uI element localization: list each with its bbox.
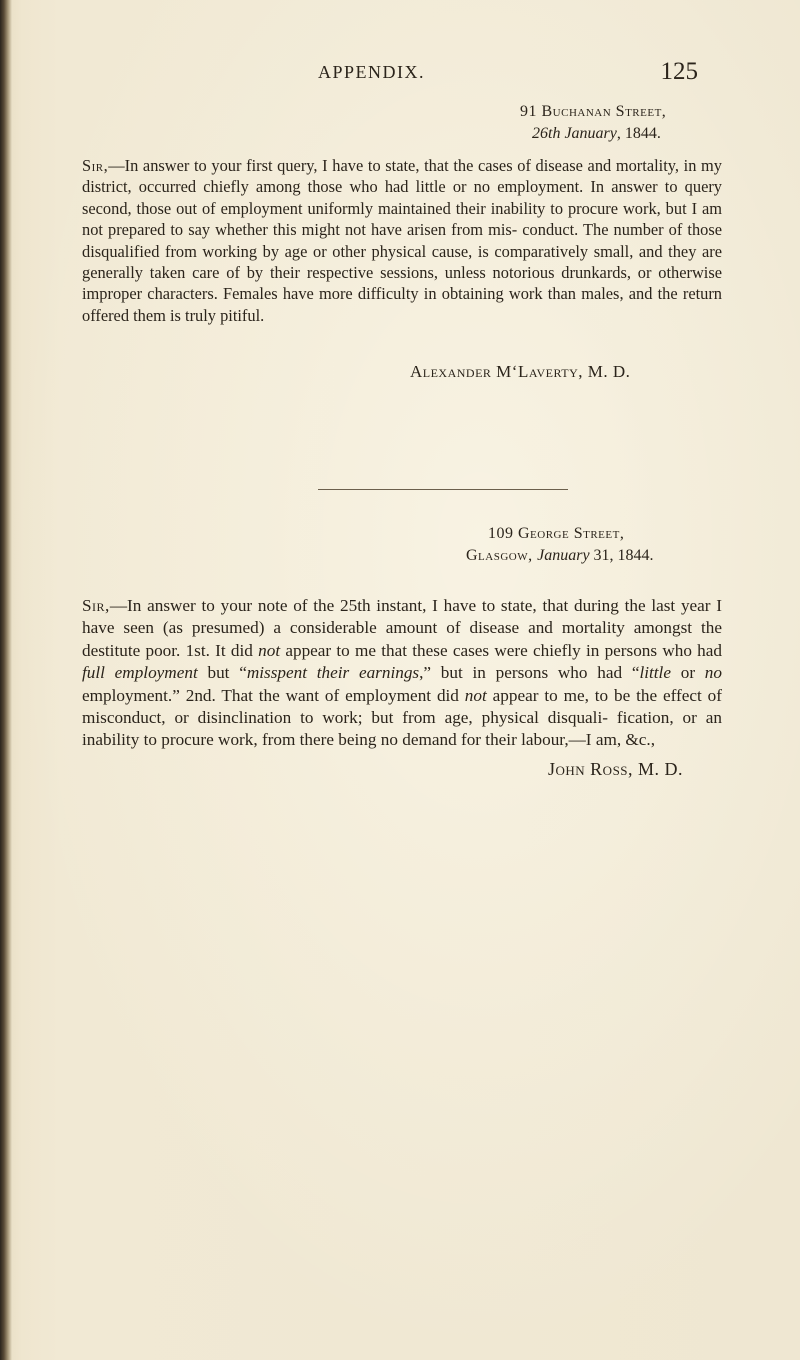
page-header	[318, 58, 698, 90]
book-binding-edge	[0, 0, 12, 1360]
letter2-emphasis: no	[704, 663, 722, 683]
letter2-text: ,” but in persons who had “	[419, 663, 640, 683]
letter1-signature: Alexander M‘Laverty, M. D.	[410, 362, 631, 381]
letter2-emphasis: misspent their earnings	[246, 663, 420, 683]
letter2-text: or	[670, 663, 705, 683]
letter1-text: —In answer to your first query, I have to state, that the cases of disease and mortality, in my district, occurred chiefly among those who had little or no employment. In answer to query second, those out of employment uniformly maintained their inability to procure work, but I am not prepared to say whether this might not have arisen from mis- conduct. The number of those disqualified from working by age or other physical cause, is comparatively small, and they are generally taken care of by their respective sessions, unless notorious drunkards, or otherwise improper characters. Females have more difficulty in obtaining work than males, and the return offered them is truly pitiful.	[82, 156, 722, 325]
letter1-address	[520, 101, 666, 145]
letter2-text: but “	[197, 663, 247, 683]
letter2-emphasis: little	[639, 663, 671, 683]
letter1-date	[520, 123, 666, 145]
running-head: APPENDIX.	[318, 62, 426, 82]
letter2-body	[82, 595, 722, 752]
letter2-text: appear to me that these cases were chiefly in persons who had	[280, 640, 722, 660]
letter2-text: appear to me, to be the effect of misconduct, or disinclination to work; but from age, physical disquali- fication, or an inability to procure work, from there being no demand for their labour,—I am, &c.,	[82, 685, 723, 750]
letter2-date-year: 31, 1844.	[589, 547, 654, 564]
letter2-text: employment.” 2nd. That the want of employment did	[82, 685, 465, 705]
letter1-body	[82, 155, 722, 326]
letter1-street: 91 Buchanan Street,	[520, 103, 667, 120]
letter2-street: 109 George Street,	[488, 525, 625, 542]
letter1-date-italic: 26th January	[532, 125, 617, 142]
letter2-emphasis: not	[258, 640, 281, 660]
letter2-place-date	[466, 545, 654, 567]
section-divider	[318, 489, 568, 490]
letter1-date-year: , 1844.	[616, 125, 661, 142]
letter2-place: Glasgow,	[466, 547, 538, 564]
letter2-text: —In answer to your note of the 25th instant, I have to state, that during the last year I have seen (as presumed) a considerable amount of disease and mortality amongst the destitute poor. 1st. It did	[82, 596, 722, 660]
letter2-date-italic: January	[537, 547, 590, 564]
letter2-signature: John Ross, M. D.	[548, 759, 684, 779]
letter1-salutation: Sir,	[82, 156, 109, 175]
letter2-emphasis: not	[464, 685, 487, 705]
page-number: 125	[660, 58, 698, 85]
letter2-salutation: Sir,	[82, 596, 110, 615]
letter2-address	[466, 523, 654, 567]
letter2-emphasis: full employment	[82, 663, 198, 683]
